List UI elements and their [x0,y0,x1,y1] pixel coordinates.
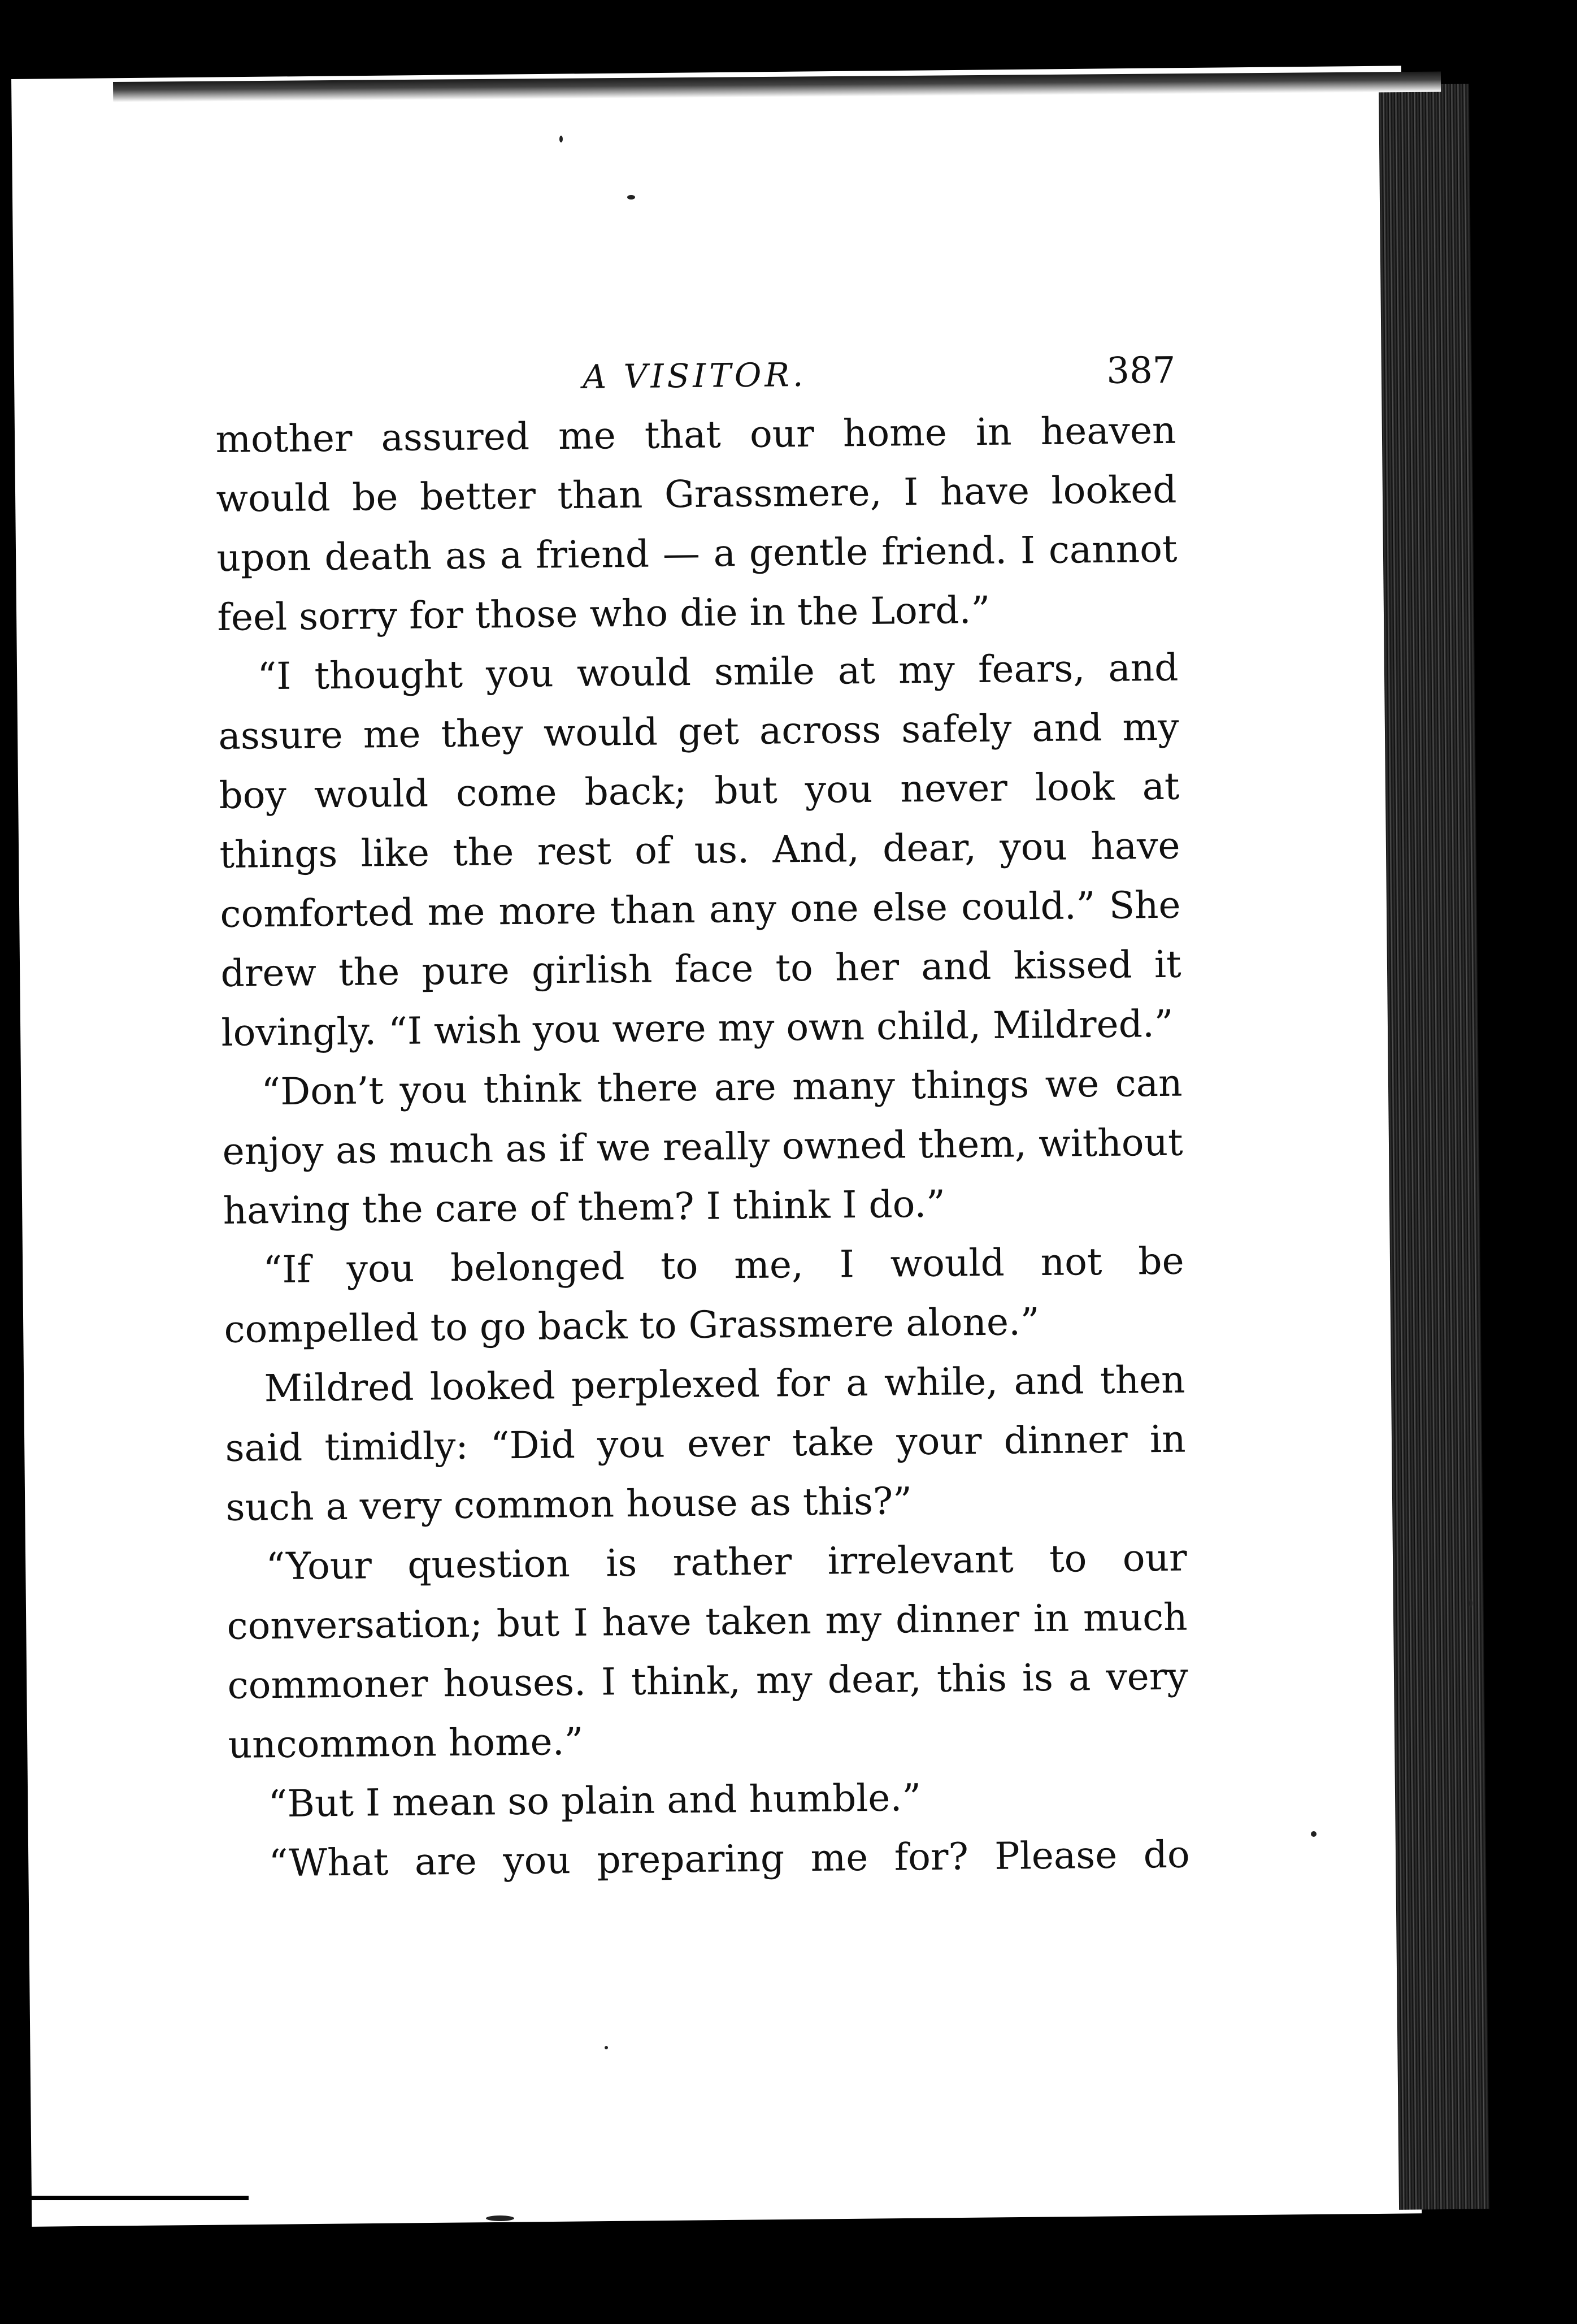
scan-speck [559,136,563,142]
text-block [215,341,1190,1893]
running-title: A VISITOR. [583,355,807,396]
scan-speck [627,195,635,200]
page-number: 387 [1106,349,1176,392]
left-edge-shadow [11,2114,28,2204]
paragraph: Mildred looked perplexed for a while, and then said timidly: “Did you ever take your dinner in such a very common house as this?” [225,1358,1186,1529]
scan-speck [1469,1599,1472,1607]
bottom-edge-shadow [11,2196,249,2200]
scan-speck [486,2215,514,2221]
paragraph: “If you belonged to me, I would not be compelled to go back to Grassmere alone.” [224,1239,1184,1351]
paragraph-continued: “What are you preparing me for? Please do [268,1832,1190,1885]
paragraph: mother assured me that our home in heaven would be better than Grassmere, I have looked upon death as a friend — a gentle friend. I cannot feel sorry for those who die in the Lord.” [215,408,1178,639]
paragraph: “Your question is rather irrelevant to our conversation; but I have taken my dinner in much commoner houses. I think, my dear, this is a very uncommon home.” [227,1536,1188,1767]
paragraph: “But I mean so plain and humble.” [268,1776,922,1826]
scan-speck [1311,1831,1317,1837]
paragraph: “Don’t you think there are many things we can enjoy as much as if we really owned them, without having the care of them? I think I do.” [222,1061,1183,1233]
scan-speck [605,2046,608,2049]
paragraph: “I thought you would smile at my fears, and assure me they would get across safely and my boy would come back; but you never look at things like the rest of us. And, dear, you have comforted me more than any one else could.” She drew the pure girlish face to her and kissed it lovingly. “I wish you were my own child, Mildred.” [218,645,1181,1055]
running-head [215,341,1176,410]
